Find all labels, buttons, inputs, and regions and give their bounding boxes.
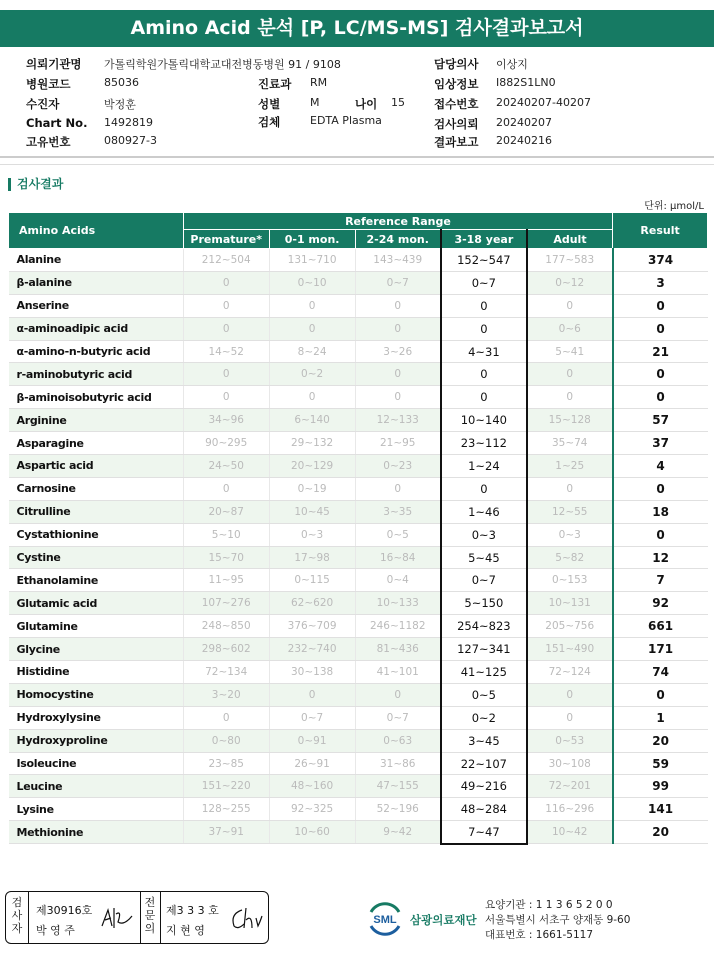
result-value: 0: [613, 683, 708, 706]
reference-range-m2_24: 0~63: [355, 729, 441, 752]
reference-range-m2_24: 246~1182: [355, 615, 441, 638]
reference-range-adult: 10~42: [527, 821, 613, 844]
reference-range-premature: 11~95: [183, 569, 269, 592]
reference-range-premature: 0: [183, 271, 269, 294]
reference-range-y3_18: 0~3: [441, 523, 527, 546]
reference-range-premature: 24~50: [183, 455, 269, 478]
result-value: 0: [613, 363, 708, 386]
table-row: [9, 683, 708, 706]
amino-acid-name: Histidine: [9, 661, 184, 684]
table-row: [9, 775, 708, 798]
reference-range-adult: 5~82: [527, 546, 613, 569]
dept-value: RM: [310, 76, 328, 89]
table-row: [9, 409, 708, 432]
reference-range-y3_18: 5~150: [441, 592, 527, 615]
table-row: [9, 706, 708, 729]
reference-range-y3_18: 0: [441, 386, 527, 409]
reference-range-m0_1: 0: [269, 386, 355, 409]
amino-acid-name: Hydroxylysine: [9, 706, 184, 729]
col-header-0-1mon: 0-1 mon.: [269, 230, 355, 249]
reference-range-adult: 0: [527, 683, 613, 706]
reference-range-premature: 151~220: [183, 775, 269, 798]
age-value: 15: [391, 96, 405, 109]
reference-range-y3_18: 0: [441, 317, 527, 340]
table-row: [9, 317, 708, 340]
reference-range-m2_24: 3~35: [355, 500, 441, 523]
table-row: [9, 752, 708, 775]
unique-label: 고유번호: [26, 135, 71, 149]
reference-range-m0_1: 62~620: [269, 592, 355, 615]
reference-range-m0_1: 26~91: [269, 752, 355, 775]
reference-range-y3_18: 5~45: [441, 546, 527, 569]
reference-range-m2_24: 0: [355, 477, 441, 500]
sex-label: 성별: [258, 97, 281, 111]
reference-range-premature: 0: [183, 317, 269, 340]
reference-range-adult: 0: [527, 363, 613, 386]
reference-range-y3_18: 48~284: [441, 798, 527, 821]
reference-range-m2_24: 0~23: [355, 455, 441, 478]
reference-range-m2_24: 0~7: [355, 271, 441, 294]
result-value: 59: [613, 752, 708, 775]
patient-value: 박정훈: [104, 98, 136, 111]
reference-range-y3_18: 1~24: [441, 455, 527, 478]
result-value: 3: [613, 271, 708, 294]
result-value: 0: [613, 317, 708, 340]
amino-acid-name: Glutamine: [9, 615, 184, 638]
reference-range-adult: 30~108: [527, 752, 613, 775]
reference-range-m0_1: 0~7: [269, 706, 355, 729]
specialist-number: 제3 3 3 호: [166, 904, 219, 917]
dept-label: 진료과: [258, 77, 292, 91]
specialist-name: 지 현 영: [166, 924, 205, 937]
amino-acid-name: β-aminoisobutyric acid: [9, 386, 184, 409]
contact-line-3: 대표번호 : 1661-5117: [485, 929, 594, 941]
reference-range-y3_18: 254~823: [441, 615, 527, 638]
institution-value: 가톨릭학원가톨릭대학교대전병동병원 91 / 9108: [104, 58, 341, 71]
report-title: Amino Acid 분석 [P, LC/MS-MS] 검사결과보고서: [0, 10, 714, 47]
examiner-signature: [98, 904, 136, 932]
reference-range-m0_1: 232~740: [269, 638, 355, 661]
table-row: [9, 271, 708, 294]
table-row: [9, 592, 708, 615]
reference-range-m0_1: 0~91: [269, 729, 355, 752]
receipt-value: 20240207-40207: [496, 96, 591, 109]
result-value: 57: [613, 409, 708, 432]
result-value: 0: [613, 477, 708, 500]
sml-logo-icon: [365, 898, 405, 938]
reference-range-y3_18: 0~5: [441, 683, 527, 706]
chart-value: 1492819: [104, 116, 153, 129]
table-row: [9, 363, 708, 386]
table-row: [9, 546, 708, 569]
reference-range-m2_24: 0: [355, 386, 441, 409]
reference-range-m2_24: 3~26: [355, 340, 441, 363]
result-value: 171: [613, 638, 708, 661]
specimen-value: EDTA Plasma: [310, 114, 382, 127]
amino-acid-name: Methionine: [9, 821, 184, 844]
chart-label: Chart No.: [26, 116, 88, 130]
hospital-code-value: 85036: [104, 76, 139, 89]
col-header-adult: Adult: [527, 230, 613, 249]
reference-range-m2_24: 0: [355, 363, 441, 386]
reference-range-m2_24: 81~436: [355, 638, 441, 661]
table-row: [9, 798, 708, 821]
reference-range-y3_18: 23~112: [441, 432, 527, 455]
divider: [160, 892, 161, 943]
reference-range-m0_1: 30~138: [269, 661, 355, 684]
reference-range-m0_1: 376~709: [269, 615, 355, 638]
amino-acid-name: α-amino-n-butyric acid: [9, 340, 184, 363]
reference-range-m2_24: 0~4: [355, 569, 441, 592]
reference-range-y3_18: 41~125: [441, 661, 527, 684]
reference-range-m0_1: 20~129: [269, 455, 355, 478]
amino-acid-name: Glutamic acid: [9, 592, 184, 615]
table-row: [9, 455, 708, 478]
reference-range-adult: 0: [527, 386, 613, 409]
result-value: 74: [613, 661, 708, 684]
amino-acid-name: Cystine: [9, 546, 184, 569]
contact-line-2: 서울특별시 서초구 양재동 9-60: [485, 914, 631, 926]
reference-range-premature: 15~70: [183, 546, 269, 569]
reference-range-premature: 90~295: [183, 432, 269, 455]
reference-range-m0_1: 0~19: [269, 477, 355, 500]
table-row: [9, 569, 708, 592]
reference-range-m0_1: 0: [269, 294, 355, 317]
reference-range-m0_1: 0: [269, 317, 355, 340]
amino-acid-name: Anserine: [9, 294, 184, 317]
table-row: [9, 340, 708, 363]
reference-range-m0_1: 10~60: [269, 821, 355, 844]
reference-range-y3_18: 152~547: [441, 249, 527, 272]
examiner-label: 검사자: [11, 896, 23, 935]
result-value: 1: [613, 706, 708, 729]
col-header-premature: Premature*: [183, 230, 269, 249]
patient-label: 수진자: [26, 97, 60, 111]
reference-range-premature: 0: [183, 386, 269, 409]
amino-acid-name: Hydroxyproline: [9, 729, 184, 752]
reference-range-y3_18: 0: [441, 477, 527, 500]
reference-range-premature: 5~10: [183, 523, 269, 546]
col-header-reference: Reference Range: [183, 213, 612, 230]
patient-info: [0, 56, 714, 152]
clinical-value: I882S1LN0: [496, 76, 556, 89]
result-value: 141: [613, 798, 708, 821]
table-row: [9, 523, 708, 546]
col-header-result: Result: [613, 213, 708, 249]
reference-range-adult: 5~41: [527, 340, 613, 363]
reference-range-m2_24: 0: [355, 683, 441, 706]
col-header-3-18year: 3-18 year: [441, 230, 527, 249]
amino-acid-name: r-aminobutyric acid: [9, 363, 184, 386]
col-header-amino: Amino Acids: [9, 213, 184, 249]
reference-range-premature: 0~80: [183, 729, 269, 752]
reference-range-adult: 151~490: [527, 638, 613, 661]
reference-range-y3_18: 4~31: [441, 340, 527, 363]
reference-range-premature: 298~602: [183, 638, 269, 661]
reference-range-m0_1: 48~160: [269, 775, 355, 798]
reference-range-m0_1: 92~325: [269, 798, 355, 821]
reference-range-premature: 0: [183, 363, 269, 386]
reference-range-y3_18: 3~45: [441, 729, 527, 752]
reference-range-premature: 72~134: [183, 661, 269, 684]
amino-acid-name: Citrulline: [9, 500, 184, 523]
reference-range-m2_24: 0~5: [355, 523, 441, 546]
section-title: 검사결과: [8, 178, 63, 191]
examiner-number: 제30916호: [36, 904, 93, 917]
table-row: [9, 477, 708, 500]
reference-range-adult: 0: [527, 706, 613, 729]
reference-range-y3_18: 0: [441, 294, 527, 317]
reference-range-adult: 15~128: [527, 409, 613, 432]
reference-range-y3_18: 0~7: [441, 569, 527, 592]
specimen-label: 검체: [258, 115, 281, 129]
reference-range-premature: 14~52: [183, 340, 269, 363]
reference-range-m0_1: 6~140: [269, 409, 355, 432]
table-row: [9, 249, 708, 272]
amino-acid-name: β-alanine: [9, 271, 184, 294]
table-row: [9, 432, 708, 455]
reference-range-m2_24: 0: [355, 317, 441, 340]
examiner-name: 박 영 주: [36, 924, 75, 937]
contact-line-1: 요양기관 : 1 1 3 6 5 2 0 0: [485, 899, 613, 911]
amino-acid-name: Isoleucine: [9, 752, 184, 775]
amino-acid-name: Glycine: [9, 638, 184, 661]
doctor-value: 이상지: [496, 58, 528, 71]
unique-value: 080927-3: [104, 134, 157, 147]
reference-range-m0_1: 29~132: [269, 432, 355, 455]
reference-range-premature: 212~504: [183, 249, 269, 272]
reference-range-adult: 0~153: [527, 569, 613, 592]
amino-acid-name: Leucine: [9, 775, 184, 798]
reference-range-m2_24: 9~42: [355, 821, 441, 844]
result-value: 4: [613, 455, 708, 478]
reference-range-premature: 107~276: [183, 592, 269, 615]
divider: [140, 892, 141, 943]
result-value: 0: [613, 386, 708, 409]
amino-acid-table: [8, 212, 708, 845]
reference-range-m0_1: 0: [269, 683, 355, 706]
table-row: [9, 638, 708, 661]
reference-range-m2_24: 21~95: [355, 432, 441, 455]
reference-range-y3_18: 0~7: [441, 271, 527, 294]
report-label: 결과보고: [434, 135, 479, 149]
reference-range-adult: 0~53: [527, 729, 613, 752]
request-label: 검사의뢰: [434, 117, 479, 131]
reference-range-m2_24: 31~86: [355, 752, 441, 775]
reference-range-adult: 12~55: [527, 500, 613, 523]
reference-range-y3_18: 1~46: [441, 500, 527, 523]
reference-range-premature: 0: [183, 477, 269, 500]
reference-range-premature: 37~91: [183, 821, 269, 844]
receipt-label: 접수번호: [434, 97, 479, 111]
reference-range-adult: 10~131: [527, 592, 613, 615]
reference-range-m0_1: 0~115: [269, 569, 355, 592]
result-value: 0: [613, 523, 708, 546]
reference-range-m2_24: 41~101: [355, 661, 441, 684]
reference-range-adult: 116~296: [527, 798, 613, 821]
result-value: 12: [613, 546, 708, 569]
table-row: [9, 294, 708, 317]
reference-range-adult: 72~124: [527, 661, 613, 684]
amino-acid-name: Alanine: [9, 249, 184, 272]
reference-range-m2_24: 143~439: [355, 249, 441, 272]
col-header-2-24mon: 2-24 mon.: [355, 230, 441, 249]
report-value: 20240216: [496, 134, 552, 147]
reference-range-m0_1: 10~45: [269, 500, 355, 523]
result-value: 20: [613, 729, 708, 752]
unit-label: 단위: μmol/L: [644, 201, 704, 212]
reference-range-adult: 0~12: [527, 271, 613, 294]
sml-logo-text: SML: [373, 914, 397, 926]
amino-acid-name: α-aminoadipic acid: [9, 317, 184, 340]
signature-box: [5, 891, 269, 944]
reference-range-m0_1: 131~710: [269, 249, 355, 272]
amino-acid-name: Arginine: [9, 409, 184, 432]
reference-range-adult: 177~583: [527, 249, 613, 272]
reference-range-premature: 3~20: [183, 683, 269, 706]
result-value: 37: [613, 432, 708, 455]
reference-range-m0_1: 0~2: [269, 363, 355, 386]
hospital-code-label: 병원코드: [26, 77, 71, 91]
table-row: [9, 661, 708, 684]
result-value: 92: [613, 592, 708, 615]
reference-range-adult: 0~3: [527, 523, 613, 546]
result-value: 99: [613, 775, 708, 798]
result-value: 0: [613, 294, 708, 317]
amino-acid-name: Carnosine: [9, 477, 184, 500]
result-value: 374: [613, 249, 708, 272]
reference-range-m0_1: 0~10: [269, 271, 355, 294]
specialist-signature: [228, 904, 264, 932]
reference-range-adult: 0~6: [527, 317, 613, 340]
reference-range-adult: 0: [527, 477, 613, 500]
reference-range-m2_24: 0: [355, 294, 441, 317]
amino-acid-name: Homocystine: [9, 683, 184, 706]
reference-range-m0_1: 0~3: [269, 523, 355, 546]
age-label: 나이: [355, 97, 378, 111]
result-value: 21: [613, 340, 708, 363]
reference-range-premature: 0: [183, 294, 269, 317]
reference-range-y3_18: 7~47: [441, 821, 527, 844]
reference-range-adult: 205~756: [527, 615, 613, 638]
reference-range-adult: 0: [527, 294, 613, 317]
divider: [0, 156, 714, 158]
specialist-label: 전문의: [144, 896, 156, 935]
reference-range-premature: 0: [183, 706, 269, 729]
table-row: [9, 386, 708, 409]
reference-range-m2_24: 47~155: [355, 775, 441, 798]
reference-range-y3_18: 49~216: [441, 775, 527, 798]
reference-range-m2_24: 10~133: [355, 592, 441, 615]
reference-range-y3_18: 127~341: [441, 638, 527, 661]
reference-range-premature: 23~85: [183, 752, 269, 775]
amino-acid-name: Aspartic acid: [9, 455, 184, 478]
table-row: [9, 615, 708, 638]
reference-range-premature: 128~255: [183, 798, 269, 821]
result-value: 7: [613, 569, 708, 592]
reference-range-adult: 1~25: [527, 455, 613, 478]
result-value: 661: [613, 615, 708, 638]
clinical-label: 임상정보: [434, 77, 479, 91]
reference-range-m2_24: 52~196: [355, 798, 441, 821]
contact-info: [485, 898, 630, 943]
reference-range-adult: 72~201: [527, 775, 613, 798]
divider: [0, 164, 714, 165]
reference-range-m2_24: 0~7: [355, 706, 441, 729]
reference-range-y3_18: 22~107: [441, 752, 527, 775]
org-name: 삼광의료재단: [410, 913, 477, 927]
divider: [28, 892, 29, 943]
doctor-label: 담당의사: [434, 57, 479, 71]
amino-acid-name: Lysine: [9, 798, 184, 821]
amino-acid-name: Asparagine: [9, 432, 184, 455]
amino-acid-name: Cystathionine: [9, 523, 184, 546]
sex-value: M: [310, 96, 320, 109]
reference-range-y3_18: 10~140: [441, 409, 527, 432]
request-value: 20240207: [496, 116, 552, 129]
reference-range-m0_1: 17~98: [269, 546, 355, 569]
reference-range-premature: 248~850: [183, 615, 269, 638]
amino-acid-name: Ethanolamine: [9, 569, 184, 592]
reference-range-adult: 35~74: [527, 432, 613, 455]
result-value: 18: [613, 500, 708, 523]
reference-range-m2_24: 16~84: [355, 546, 441, 569]
reference-range-premature: 20~87: [183, 500, 269, 523]
result-value: 20: [613, 821, 708, 844]
institution-label: 의뢰기관명: [26, 57, 82, 71]
reference-range-y3_18: 0: [441, 363, 527, 386]
reference-range-y3_18: 0~2: [441, 706, 527, 729]
table-row: [9, 821, 708, 844]
table-row: [9, 500, 708, 523]
reference-range-m0_1: 8~24: [269, 340, 355, 363]
reference-range-m2_24: 12~133: [355, 409, 441, 432]
reference-range-premature: 34~96: [183, 409, 269, 432]
table-row: [9, 729, 708, 752]
